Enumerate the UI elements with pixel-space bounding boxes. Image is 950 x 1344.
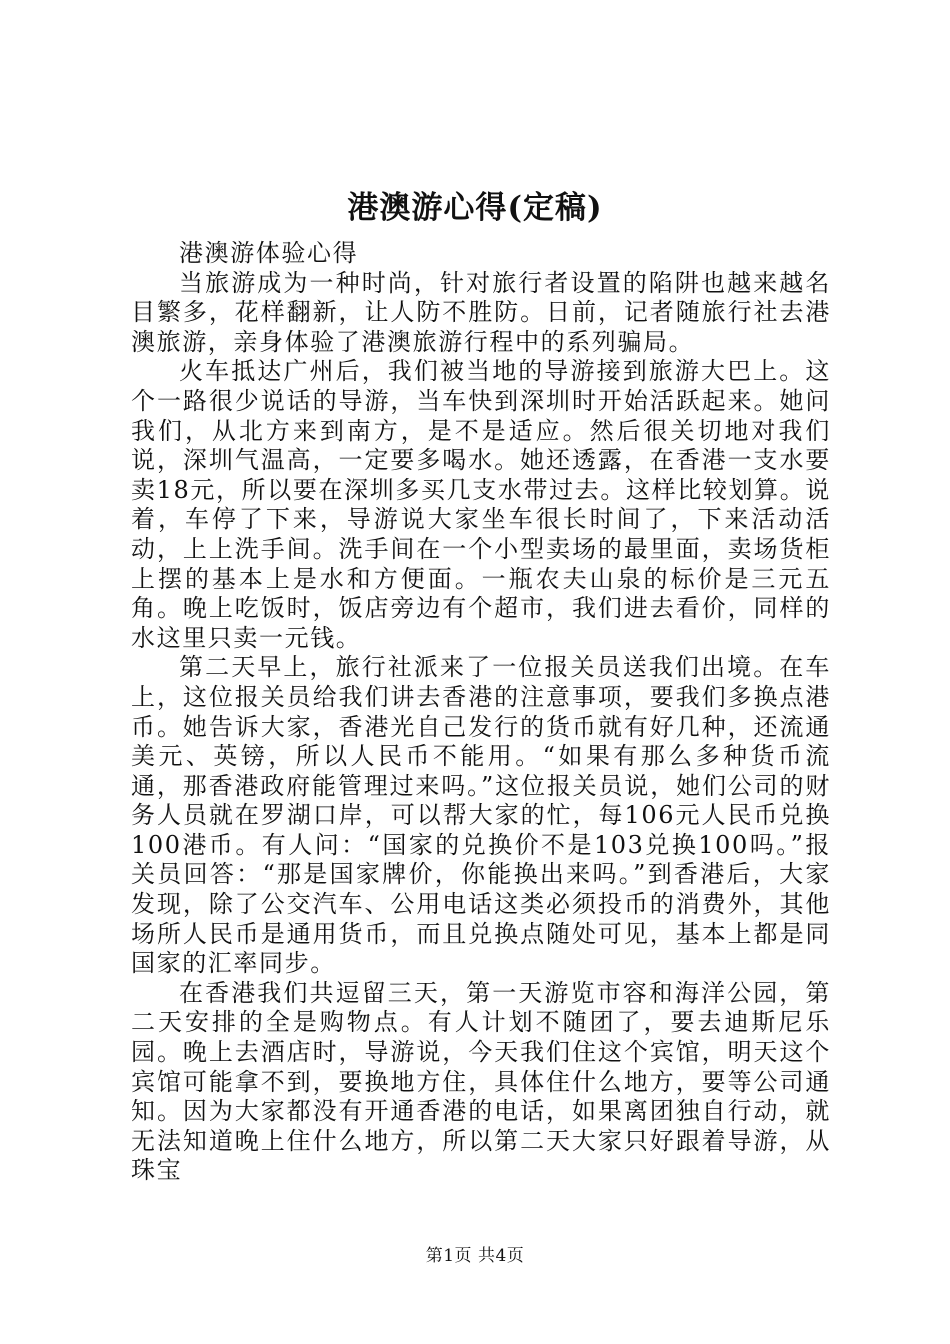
paragraph-4: 在香港我们共逗留三天，第一天游览市容和海洋公园，第二天安排的全是购物点。有人计划不随团了，要去迪斯尼乐园。晚上去酒店时，导游说，今天我们住这个宾馆，明天这个宾馆可能拿不到，要换地方住，具体住什么地方，要等公司通知。因为大家都没有开通香港的电话，如果离团独自行动，就无法知道晚上住什么地方，所以第二天大家只好跟着导游，从珠宝 (131, 978, 831, 1185)
document-subtitle: 港澳游体验心得 (179, 239, 359, 267)
page-number-footer: 第1页 共4页 (425, 1246, 525, 1266)
paragraph-3: 第二天早上，旅行社派来了一位报关员送我们出境。在车上，这位报关员给我们讲去香港的注意事项，要我们多换点港币。她告诉大家，香港光自己发行的货币就有好几种，还流通美元、英镑，所以人民币不能用。“如果有那么多种货币流通，那香港政府能管理过来吗。”这位报关员说，她们公司的财务人员就在罗湖口岸，可以帮大家的忙，每106元人民币兑换100港币。有人问：“国家的兑换价不是103兑换100吗。”报关员回答：“那是国家牌价，你能换出来吗。”到香港后，大家发现，除了公交汽车、公用电话这类必须投币的消费外，其他场所人民币是通用货币，而且兑换点随处可见，基本上都是同国家的汇率同步。 (131, 653, 831, 978)
document-title: 港澳游心得(定稿) (347, 190, 603, 226)
paragraph-2: 火车抵达广州后，我们被当地的导游接到旅游大巴上。这个一路很少说话的导游，当车快到深圳时开始活跃起来。她问我们，从北方来到南方，是不是适应。然后很关切地对我们说，深圳气温高，一定要多喝水。她还透露，在香港一支水要卖18元，所以要在深圳多买几支水带过去。这样比较划算。说着，车停了下来，导游说大家坐车很长时间了，下来活动活动，上上洗手间。洗手间在一个小型卖场的最里面，卖场货柜上摆的基本上是水和方便面。一瓶农夫山泉的标价是三元五角。晚上吃饭时，饭店旁边有个超市，我们进去看价，同样的水这里只卖一元钱。 (131, 357, 831, 652)
paragraph-1: 当旅游成为一种时尚，针对旅行者设置的陷阱也越来越名目繁多，花样翻新，让人防不胜防。日前，记者随旅行社去港澳旅游，亲身体验了港澳旅游行程中的系列骗局。 (131, 268, 831, 356)
document-body (131, 239, 831, 1186)
